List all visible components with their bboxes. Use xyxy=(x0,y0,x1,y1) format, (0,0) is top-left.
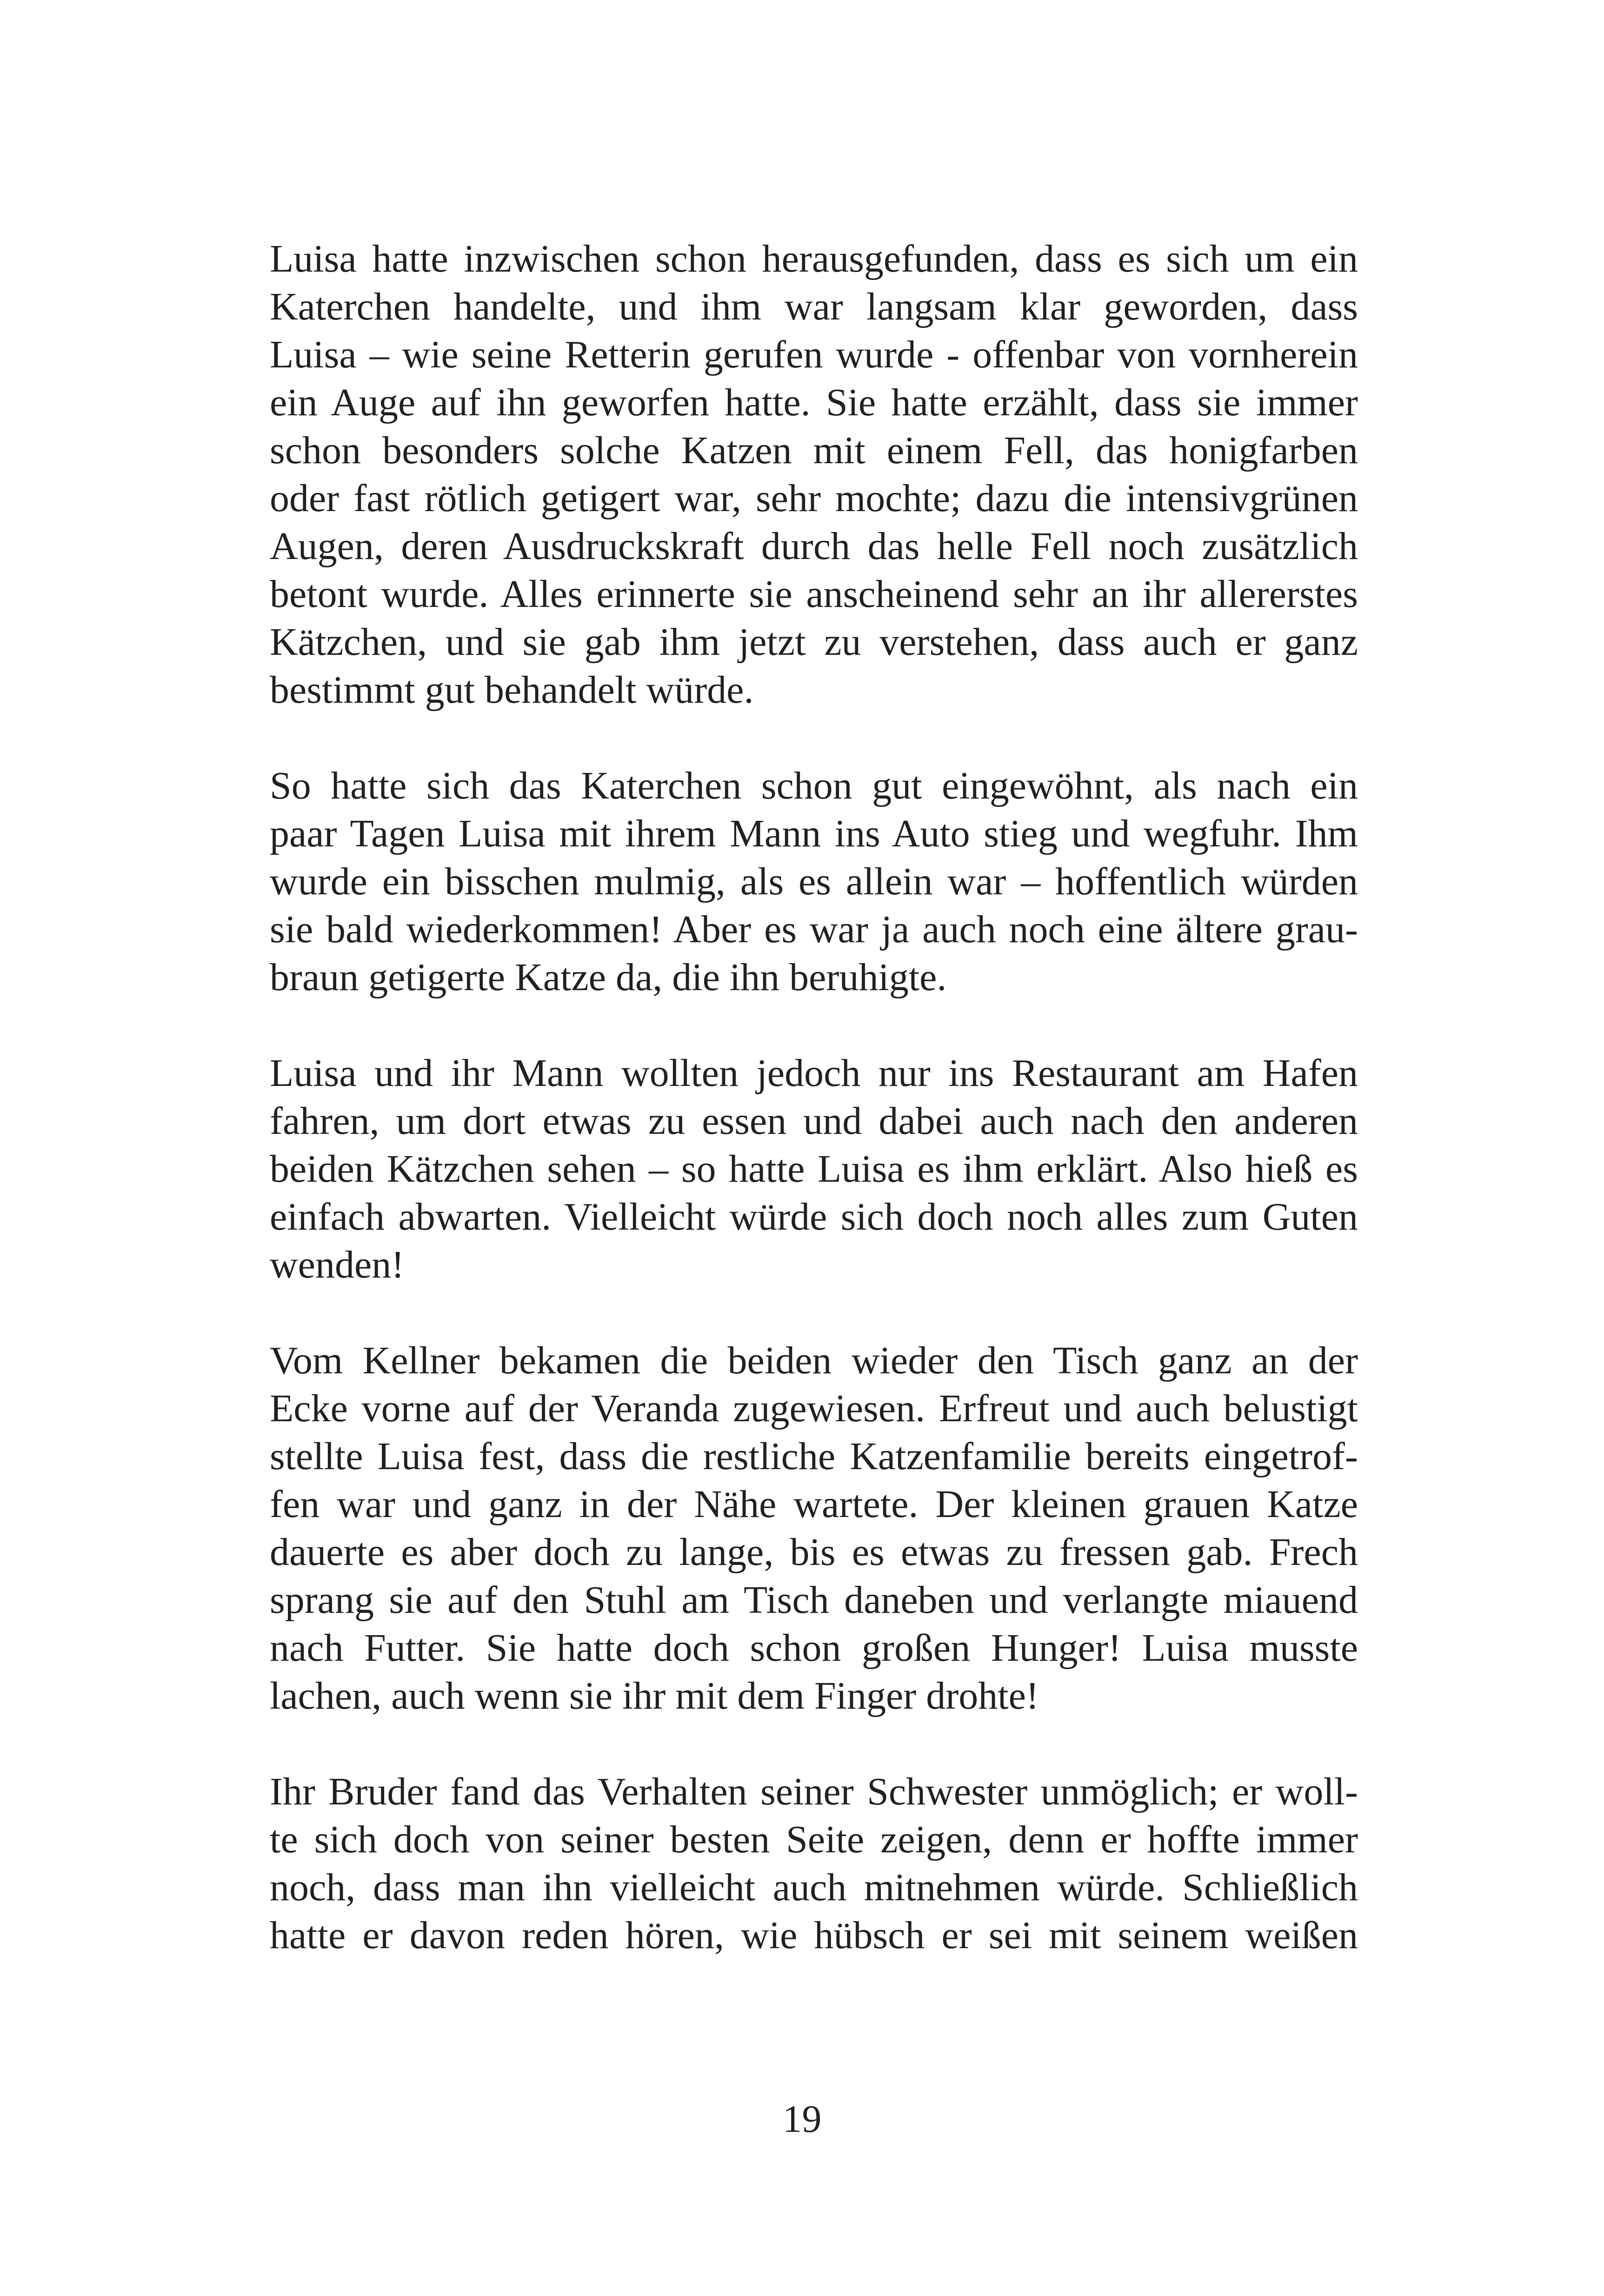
text-line: Luisa – wie seine Retterin gerufen wurde - offenbar von vornherein xyxy=(270,333,1358,376)
text-line: wenden! xyxy=(270,1243,405,1286)
text-line: hatte er davon reden hören, wie hübsch er sei mit seinem weißen xyxy=(270,1914,1358,1957)
text-line: ein Auge auf ihn geworfen hatte. Sie hatte erzählt, dass sie immer xyxy=(270,381,1358,424)
text-line: Ecke vorne auf der Veranda zugewiesen. Erfreut und auch belustigt xyxy=(270,1387,1358,1430)
text-line: noch, dass man ihn vielleicht auch mitnehmen würde. Schließlich xyxy=(270,1866,1358,1909)
text-line: fahren, um dort etwas zu essen und dabei auch nach den anderen xyxy=(270,1099,1358,1143)
text-line: wurde ein bisschen mulmig, als es allein war – hoffentlich würden xyxy=(270,860,1358,903)
text-line: lachen, auch wenn sie ihr mit dem Finger drohte! xyxy=(270,1674,1039,1717)
text-line: Luisa und ihr Mann wollten jedoch nur ins Restaurant am Hafen xyxy=(270,1052,1358,1095)
text-line: sprang sie auf den Stuhl am Tisch daneben und verlangte miauend xyxy=(270,1578,1358,1622)
paragraph-1 xyxy=(270,235,1358,714)
body-text xyxy=(270,235,1358,2007)
text-line: bestimmt gut behandelt würde. xyxy=(270,668,754,712)
text-line: Ihr Bruder fand das Verhalten seiner Schwester unmöglich; er woll- xyxy=(270,1770,1358,1813)
text-line: dauerte es aber doch zu lange, bis es etwas zu fressen gab. Frech xyxy=(270,1531,1358,1574)
text-line: schon besonders solche Katzen mit einem Fell, das honigfarben xyxy=(270,429,1358,472)
paragraph-2 xyxy=(270,762,1358,1001)
text-line: oder fast rötlich getigert war, sehr mochte; dazu die intensivgrünen xyxy=(270,477,1358,520)
paragraph-4 xyxy=(270,1337,1358,1720)
text-line: So hatte sich das Katerchen schon gut eingewöhnt, als nach ein xyxy=(270,764,1358,807)
text-line: stellte Luisa fest, dass die restliche Katzenfamilie bereits eingetrof- xyxy=(270,1435,1358,1478)
text-line: paar Tagen Luisa mit ihrem Mann ins Auto stieg und wegfuhr. Ihm xyxy=(270,812,1358,855)
text-line: nach Futter. Sie hatte doch schon großen Hunger! Luisa musste xyxy=(270,1626,1358,1670)
text-line: Luisa hatte inzwischen schon herausgefunden, dass es sich um ein xyxy=(270,237,1358,280)
text-line: beiden Kätzchen sehen – so hatte Luisa es ihm erklärt. Also hieß es xyxy=(270,1147,1358,1191)
text-line: sie bald wiederkommen! Aber es war ja auch noch eine ältere grau- xyxy=(270,908,1358,951)
text-line: einfach abwarten. Vielleicht würde sich doch noch alles zum Guten xyxy=(270,1195,1358,1238)
text-line: betont wurde. Alles erinnerte sie anscheinend sehr an ihr allererstes xyxy=(270,572,1358,616)
paragraph-5 xyxy=(270,1768,1358,1959)
text-line: te sich doch von seiner besten Seite zeigen, denn er hoffte immer xyxy=(270,1818,1358,1861)
paragraph-3 xyxy=(270,1049,1358,1289)
text-line: fen war und ganz in der Nähe wartete. Der kleinen grauen Katze xyxy=(270,1483,1358,1526)
page-number: 19 xyxy=(782,2097,822,2141)
text-line: Augen, deren Ausdruckskraft durch das helle Fell noch zusätzlich xyxy=(270,525,1358,568)
text-line: Katerchen handelte, und ihm war langsam klar geworden, dass xyxy=(270,285,1358,328)
text-line: Kätzchen, und sie gab ihm jetzt zu verstehen, dass auch er ganz xyxy=(270,620,1358,664)
text-line: braun getigerte Katze da, die ihn beruhigte. xyxy=(270,956,947,999)
text-line: Vom Kellner bekamen die beiden wieder den Tisch ganz an der xyxy=(270,1339,1358,1382)
